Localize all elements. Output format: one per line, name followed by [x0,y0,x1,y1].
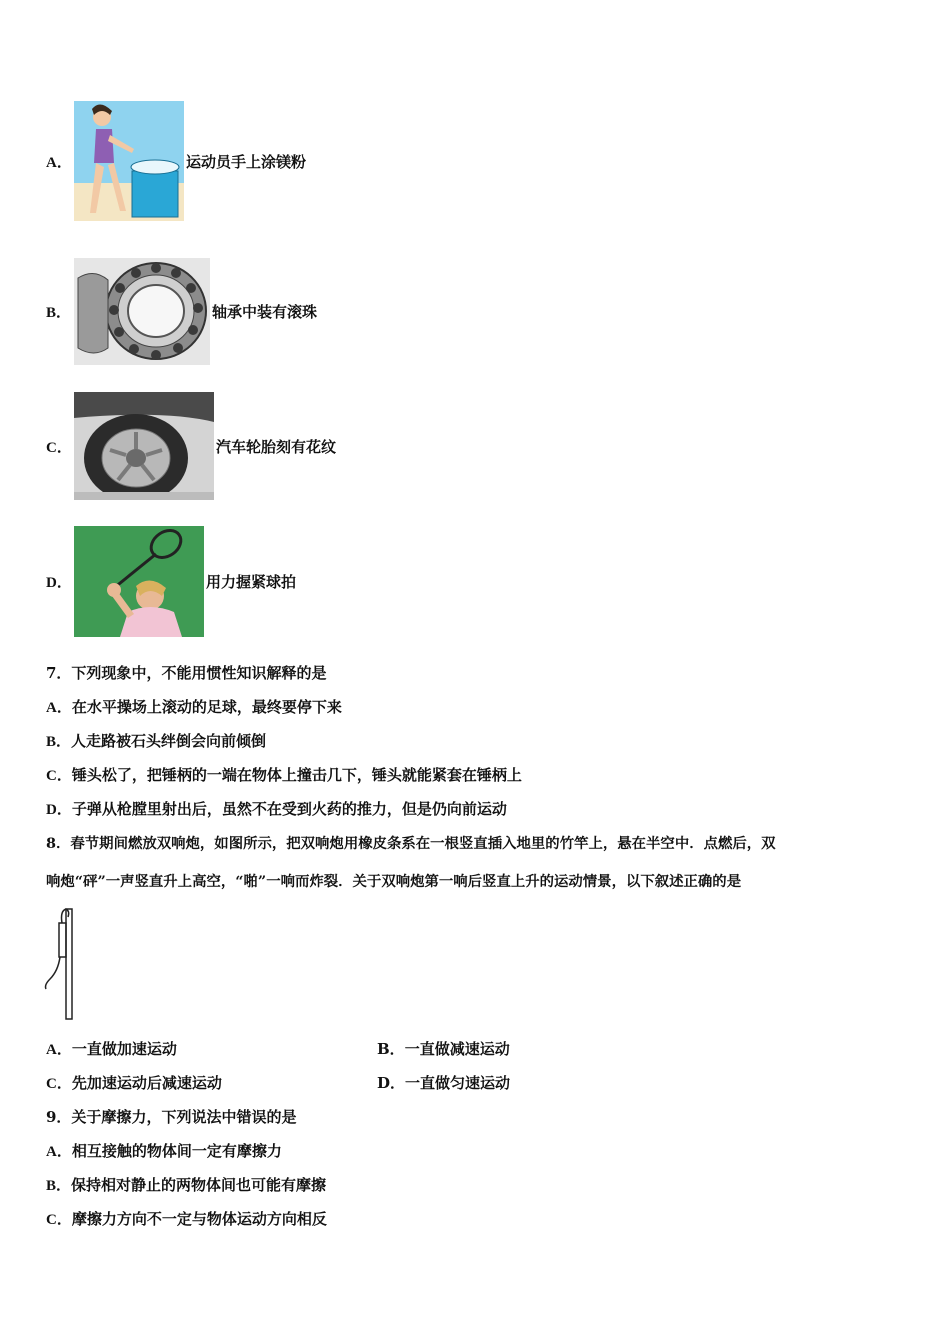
q8-option-d: D．一直做匀速运动 [377,1074,511,1092]
option-caption: 汽车轮胎刻有花纹 [216,437,337,456]
option-letter: B． [46,305,72,321]
q8-option-b: B．一直做减速运动 [377,1040,510,1058]
option-letter: D． [46,575,72,591]
q9-stem: 9．关于摩擦力，下列说法中错误的是 [46,1108,297,1126]
q6-option-b [46,258,317,365]
q9-option-c: C．摩擦力方向不一定与物体运动方向相反 [46,1210,327,1228]
q8-option-c: C．先加速运动后减速运动 [46,1074,222,1092]
q7-option-c: C．锤头松了，把锤柄的一端在物体上撞击几下，锤头就能紧套在锤柄上 [46,766,522,784]
q7-option-b: B．人走路被石头绊倒会向前倾倒 [46,732,267,750]
gymnast-chalk-image [74,101,184,221]
q7-option-a: A．在水平操场上滚动的足球，最终要停下来 [46,698,342,716]
option-caption: 轴承中装有滚珠 [212,303,318,321]
q9-option-a: A．相互接触的物体间一定有摩擦力 [46,1142,282,1160]
q8-stem-line1: 8．春节期间燃放双响炮，如图所示，把双响炮用橡皮条系在一根竖直插入地里的竹竿上，悬在半空中．点燃后，双 [46,835,776,852]
option-letter: C． [46,439,72,456]
q7-stem: 7．下列现象中，不能用惯性知识解释的是 [46,664,327,682]
q6-option-a [46,101,306,221]
tennis-player-image [74,526,204,637]
q6-option-d [46,526,296,637]
firecracker-on-pole-diagram [40,905,80,1021]
q6-option-c [46,392,336,500]
ball-bearing-image [74,258,210,365]
option-caption: 用力握紧球拍 [206,573,297,591]
q8-option-a: A．一直做加速运动 [46,1040,177,1058]
car-tire-image [74,392,214,500]
option-caption: 运动员手上涂镁粉 [186,152,307,171]
q8-stem-line2: 响炮“砰”一声竖直升上高空，“啪”一响而炸裂．关于双响炮第一响后竖直上升的运动情景，以下叙述正确的是 [46,873,742,890]
q7-option-d: D．子弹从枪膛里射出后，虽然不在受到火药的推力，但是仍向前运动 [46,800,507,818]
q9-option-b: B．保持相对静止的两物体间也可能有摩擦 [46,1176,327,1194]
option-letter: A． [46,154,72,171]
